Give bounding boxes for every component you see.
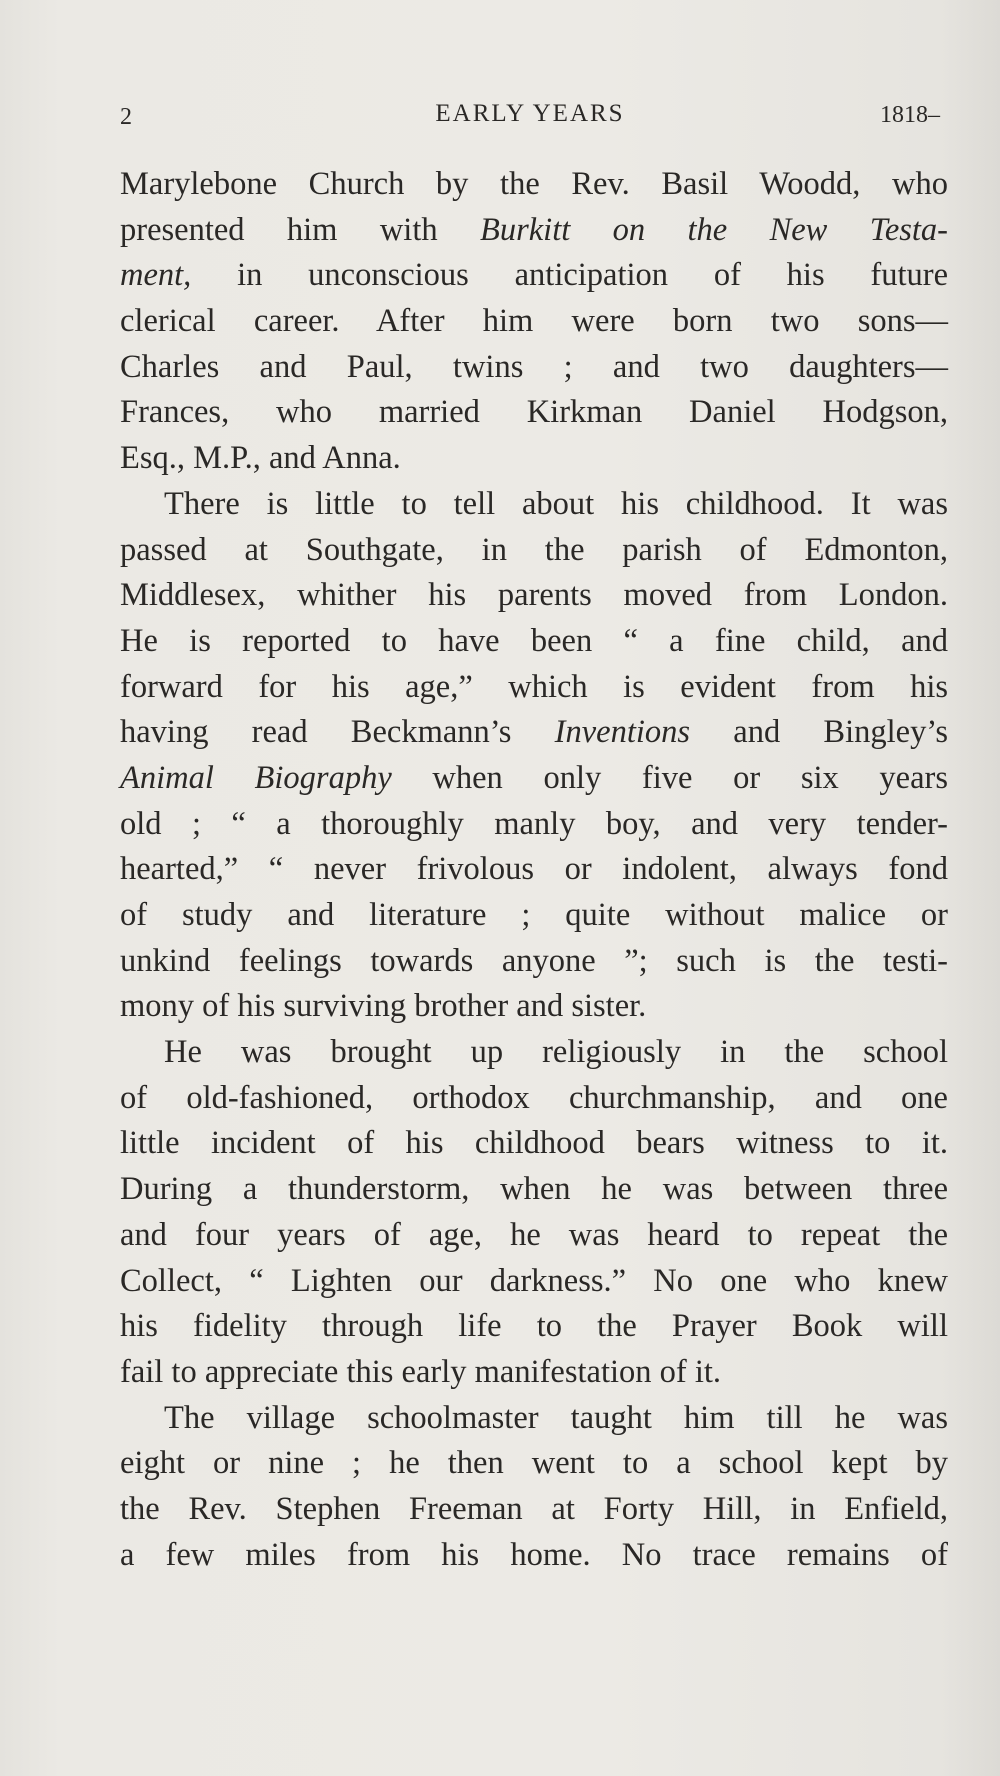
text-line: There is little to tell about his childhood. It was: [164, 485, 948, 522]
text-line: He was brought up religiously in the school: [164, 1034, 948, 1071]
text-line: Collect, “ Lighten our darkness.” No one who knew: [120, 1262, 948, 1299]
text-line: a few miles from his home. No trace remains of: [120, 1536, 948, 1573]
text-line: fail to appreciate this early manifestation of it.: [120, 1353, 722, 1390]
text-line: passed at Southgate, in the parish of Edmonton,: [120, 531, 948, 568]
text-line: Esq., M.P., and Anna.: [120, 440, 401, 477]
book-title: Inventions: [554, 714, 691, 751]
text-line: forward for his age,” which is evident from his: [120, 668, 948, 705]
text-line: Marylebone Church by the Rev. Basil Woodd, who: [120, 166, 948, 202]
text-line: of study and literature ; quite without malice or: [120, 897, 948, 933]
text-line: little incident of his childhood bears witness to it.: [120, 1125, 948, 1162]
text-line: presented him with Burkitt on the New Testa-: [120, 211, 948, 248]
text-line: the Rev. Stephen Freeman at Forty Hill, in Enfield,: [120, 1490, 948, 1527]
text-line: clerical career. After him were born two sons—: [120, 303, 948, 340]
body-text: [120, 162, 948, 1578]
text-line: The village schoolmaster taught him till he was: [164, 1399, 948, 1436]
text-line: Middlesex, whither his parents moved from London.: [120, 577, 948, 614]
page-number: 2: [120, 104, 133, 130]
text-line: mony of his surviving brother and sister.: [120, 988, 647, 1025]
book-title: ment,: [120, 257, 192, 294]
text-line: unkind feelings towards anyone ”; such is the testi-: [120, 942, 948, 979]
text-line: hearted,” “ never frivolous or indolent, always fond: [120, 851, 948, 888]
running-year: 1818–: [880, 102, 940, 128]
text-line: old ; “ a thoroughly manly boy, and very tender-: [120, 805, 948, 842]
text-line: Charles and Paul, twins ; and two daughters—: [120, 348, 948, 385]
text-line: Animal Biography when only five or six years: [120, 759, 948, 796]
text-line: and four years of age, he was heard to repeat the: [120, 1216, 948, 1253]
text-line: of old-fashioned, orthodox churchmanship, and one: [120, 1079, 948, 1116]
text-line: eight or nine ; he then went to a school kept by: [120, 1445, 948, 1482]
text-line: Frances, who married Kirkman Daniel Hodgson,: [120, 394, 948, 431]
text-line: He is reported to have been “ a fine child, and: [120, 622, 948, 659]
text-line: his fidelity through life to the Prayer Book will: [120, 1308, 948, 1345]
book-title: Animal Biography: [120, 759, 392, 796]
text-line: During a thunderstorm, when he was between three: [120, 1171, 948, 1208]
book-title: Burkitt on the New Testa-: [479, 211, 948, 248]
running-head: [120, 100, 940, 140]
text-line: ment, in unconscious anticipation of his future: [120, 257, 948, 294]
text-line: having read Beckmann’s Inventions and Bingley’s: [120, 714, 948, 751]
running-title: EARLY YEARS: [435, 100, 625, 127]
